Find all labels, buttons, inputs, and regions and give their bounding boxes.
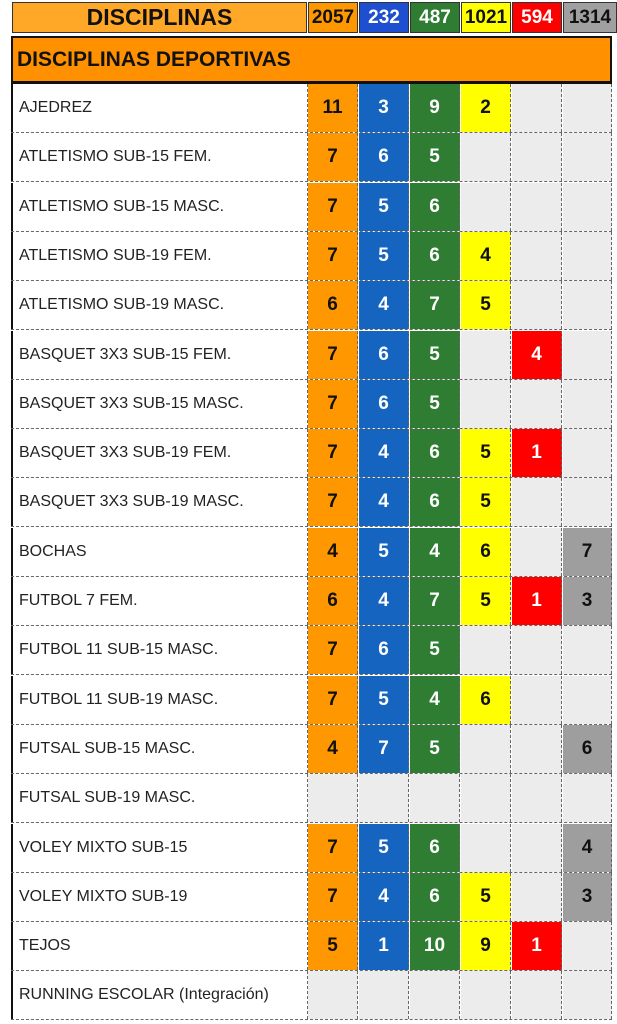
score-cell	[461, 971, 511, 1019]
score-cell: 5	[359, 183, 409, 231]
score-cell: 4	[359, 873, 409, 921]
table-row	[11, 331, 612, 380]
score-cell: 5	[410, 725, 460, 773]
score-cell	[359, 971, 409, 1019]
score-cell: 6	[410, 429, 460, 477]
table-row	[11, 725, 612, 774]
score-cell: 7	[359, 725, 409, 773]
score-cell: 4	[359, 281, 409, 329]
score-cell	[512, 84, 562, 132]
score-cell	[461, 183, 511, 231]
score-cell: 11	[308, 84, 358, 132]
score-cell	[563, 626, 612, 674]
table-row	[11, 971, 612, 1020]
score-cell	[563, 183, 612, 231]
score-cell	[512, 281, 562, 329]
score-cell: 7	[308, 626, 358, 674]
header-title: DISCIPLINAS	[12, 2, 307, 33]
score-cell: 7	[308, 873, 358, 921]
score-cell: 7	[308, 232, 358, 280]
score-cell	[461, 824, 511, 872]
score-cell: 6	[359, 380, 409, 428]
score-cell	[563, 84, 612, 132]
score-cell	[512, 626, 562, 674]
score-cell: 7	[308, 183, 358, 231]
score-cell: 5	[359, 232, 409, 280]
table-row	[11, 133, 612, 182]
score-cell: 4	[359, 478, 409, 526]
score-cell: 7	[308, 478, 358, 526]
score-cell: 1	[359, 922, 409, 970]
table-row	[11, 528, 612, 577]
score-cell	[359, 774, 409, 822]
score-cell: 7	[410, 577, 460, 625]
score-cell	[461, 725, 511, 773]
score-cell: 3	[563, 873, 612, 921]
discipline-name: BASQUET 3X3 SUB-19 FEM.	[11, 429, 308, 477]
score-cell	[512, 380, 562, 428]
discipline-name: AJEDREZ	[11, 84, 308, 132]
header-count-yellow: 1021	[461, 2, 511, 33]
header-bar	[0, 0, 617, 35]
score-cell: 6	[308, 281, 358, 329]
score-cell: 4	[308, 725, 358, 773]
score-cell	[563, 922, 612, 970]
score-cell: 5	[359, 676, 409, 724]
score-cell: 6	[359, 626, 409, 674]
score-cell: 3	[359, 84, 409, 132]
score-cell	[512, 873, 562, 921]
score-cell: 6	[410, 873, 460, 921]
score-cell	[512, 774, 562, 822]
score-cell	[461, 331, 511, 379]
header-count-gray: 1314	[563, 2, 617, 33]
score-cell: 4	[359, 429, 409, 477]
score-cell: 2	[461, 84, 511, 132]
score-cell: 9	[410, 84, 460, 132]
score-cell	[461, 774, 511, 822]
score-cell	[410, 971, 460, 1019]
score-cell	[563, 774, 612, 822]
score-cell: 6	[410, 478, 460, 526]
score-cell	[410, 774, 460, 822]
discipline-name: BOCHAS	[11, 528, 308, 576]
score-cell	[461, 380, 511, 428]
score-cell: 1	[512, 577, 562, 625]
table-row	[11, 183, 612, 232]
score-cell: 3	[563, 577, 612, 625]
score-cell: 7	[308, 133, 358, 181]
score-cell: 5	[410, 626, 460, 674]
score-cell: 7	[563, 528, 612, 576]
score-cell: 1	[512, 922, 562, 970]
table-row	[11, 84, 612, 133]
score-cell: 6	[410, 183, 460, 231]
discipline-name: FUTSAL SUB-19 MASC.	[11, 774, 308, 822]
score-cell: 10	[410, 922, 460, 970]
header-count-orange: 2057	[308, 2, 358, 33]
score-cell: 4	[410, 528, 460, 576]
discipline-name: FUTBOL 11 SUB-19 MASC.	[11, 676, 308, 724]
table-row	[11, 626, 612, 675]
score-cell: 7	[308, 824, 358, 872]
score-cell	[512, 971, 562, 1019]
score-cell: 7	[308, 429, 358, 477]
score-cell	[512, 133, 562, 181]
score-cell	[512, 478, 562, 526]
score-cell: 4	[359, 577, 409, 625]
score-cell: 7	[308, 676, 358, 724]
score-cell	[461, 133, 511, 181]
score-cell: 4	[512, 331, 562, 379]
discipline-name: ATLETISMO SUB-15 MASC.	[11, 183, 308, 231]
table-row	[11, 281, 612, 330]
score-cell: 9	[461, 922, 511, 970]
score-cell: 5	[461, 429, 511, 477]
table-row	[11, 774, 612, 823]
score-cell	[563, 331, 612, 379]
score-cell	[308, 774, 358, 822]
score-cell: 6	[461, 528, 511, 576]
score-cell: 5	[359, 528, 409, 576]
score-cell	[308, 971, 358, 1019]
header-count-green: 487	[410, 2, 460, 33]
score-cell: 6	[410, 824, 460, 872]
score-cell: 5	[461, 577, 511, 625]
discipline-name: VOLEY MIXTO SUB-15	[11, 824, 308, 872]
score-cell	[461, 626, 511, 674]
table-row	[11, 873, 612, 922]
table-row	[11, 232, 612, 281]
score-cell	[512, 232, 562, 280]
discipline-name: FUTBOL 7 FEM.	[11, 577, 308, 625]
score-cell: 4	[461, 232, 511, 280]
score-cell: 5	[410, 133, 460, 181]
score-cell: 6	[359, 133, 409, 181]
table-row	[11, 478, 612, 527]
score-cell	[512, 725, 562, 773]
score-cell	[563, 478, 612, 526]
discipline-name: FUTSAL SUB-15 MASC.	[11, 725, 308, 773]
discipline-name: VOLEY MIXTO SUB-19	[11, 873, 308, 921]
score-cell	[512, 528, 562, 576]
score-cell: 7	[308, 380, 358, 428]
discipline-name: ATLETISMO SUB-19 MASC.	[11, 281, 308, 329]
score-cell	[563, 429, 612, 477]
score-cell: 7	[410, 281, 460, 329]
score-cell: 5	[410, 331, 460, 379]
score-cell: 4	[308, 528, 358, 576]
score-cell: 5	[359, 824, 409, 872]
score-cell: 6	[563, 725, 612, 773]
score-cell	[512, 676, 562, 724]
discipline-name: ATLETISMO SUB-15 FEM.	[11, 133, 308, 181]
score-cell: 5	[461, 478, 511, 526]
score-cell: 1	[512, 429, 562, 477]
score-cell: 5	[461, 873, 511, 921]
header-count-red: 594	[512, 2, 562, 33]
score-cell: 5	[410, 380, 460, 428]
table-row	[11, 922, 612, 971]
discipline-name: FUTBOL 11 SUB-15 MASC.	[11, 626, 308, 674]
score-cell: 6	[410, 232, 460, 280]
score-cell	[563, 971, 612, 1019]
table-row	[11, 824, 612, 873]
section-title: DISCIPLINAS DEPORTIVAS	[11, 36, 612, 84]
table-row	[11, 577, 612, 626]
score-cell	[563, 281, 612, 329]
score-cell	[563, 232, 612, 280]
header-count-blue: 232	[359, 2, 409, 33]
score-cell: 6	[359, 331, 409, 379]
score-cell	[563, 133, 612, 181]
score-cell: 5	[461, 281, 511, 329]
score-cell	[512, 824, 562, 872]
discipline-name: BASQUET 3X3 SUB-15 FEM.	[11, 331, 308, 379]
discipline-name: ATLETISMO SUB-19 FEM.	[11, 232, 308, 280]
discipline-name: BASQUET 3X3 SUB-19 MASC.	[11, 478, 308, 526]
table-row	[11, 676, 612, 725]
score-cell: 4	[410, 676, 460, 724]
score-cell: 4	[563, 824, 612, 872]
discipline-name: RUNNING ESCOLAR (Integración)	[11, 971, 308, 1019]
score-cell	[512, 183, 562, 231]
table-row	[11, 429, 612, 478]
score-cell: 7	[308, 331, 358, 379]
score-cell: 6	[308, 577, 358, 625]
score-cell	[563, 380, 612, 428]
score-cell	[563, 676, 612, 724]
score-cell: 6	[461, 676, 511, 724]
score-cell: 5	[308, 922, 358, 970]
table-row	[11, 380, 612, 429]
discipline-name: TEJOS	[11, 922, 308, 970]
discipline-name: BASQUET 3X3 SUB-15 MASC.	[11, 380, 308, 428]
